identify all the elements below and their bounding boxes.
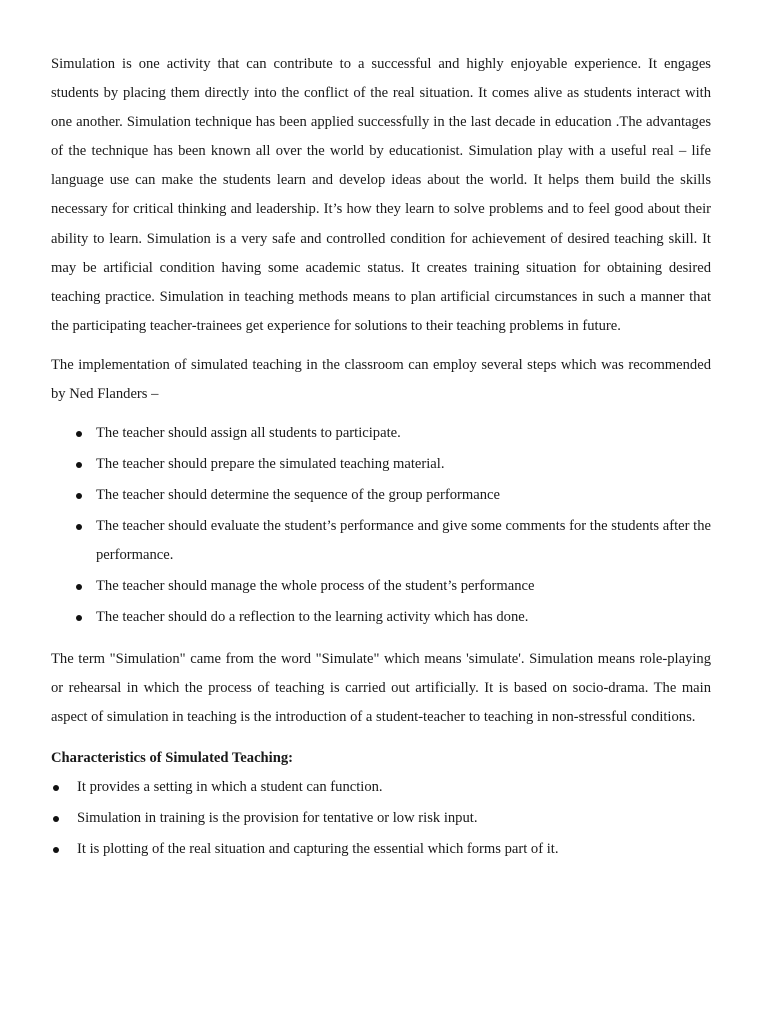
implementation-paragraph: The implementation of simulated teaching in the classroom can employ several steps which was recommended by Ned Flanders – (51, 356, 711, 403)
list-item-text: The teacher should do a reflection to the learning activity which has done. (96, 608, 529, 625)
intro-paragraph: Simulation is one activity that can contribute to a successful and highly enjoyable experience. It engages students by placing them directly into the conflict of the real situation. It comes alive as students interact with one another. Simulation technique has been applied successfully in the last decade in education .The advantages of the technique has been known all over the world by educationist. Simulation play with a useful real – life language use can make the students learn and develop ideas about the world. It helps them build the skills necessary for critical thinking and leadership. It’s how they learn to solve problems and to feel good about their ability to learn. Simulation is a very safe and controlled condition for achievement of desired teaching skill. It may be artificial condition having some academic status. It creates training situation for obtaining desired teaching practice. Simulation in teaching methods means to plan artificial circumstances in such a manner that the participating teacher-trainees get experience for solutions to their teaching problems in future. (51, 56, 711, 334)
bullet-icon (76, 431, 82, 437)
steps-list (51, 419, 711, 632)
list-item (51, 804, 711, 833)
list-item (51, 773, 711, 802)
term-paragraph: The term "Simulation" came from the word "Simulate" which means 'simulate'. Simulation means role-playing or rehearsal in which the process of teaching is carried out artificially. It is based on socio-drama. The main aspect of simulation in teaching is the introduction of a student-teacher to teaching in non-stressful conditions. (51, 650, 711, 725)
bullet-icon (53, 847, 59, 853)
list-item-text: The teacher should assign all students to participate. (96, 425, 401, 442)
list-item-text: It is plotting of the real situation and capturing the essential which forms part of it. (77, 840, 559, 857)
list-item (51, 481, 711, 510)
list-item-text: It provides a setting in which a student can function. (77, 779, 383, 796)
list-item (51, 512, 711, 570)
bullet-icon (76, 615, 82, 621)
list-item-text: The teacher should manage the whole process of the student’s performance (96, 577, 535, 594)
list-item-text: The teacher should prepare the simulated teaching material. (96, 456, 445, 473)
list-item (51, 835, 711, 864)
list-item-text: The teacher should evaluate the student’s performance and give some comments for the students after the performance. (96, 517, 711, 563)
bullet-icon (53, 785, 59, 791)
bullet-icon (76, 462, 82, 468)
bullet-icon (76, 584, 82, 590)
list-item (51, 603, 711, 632)
list-item (51, 572, 711, 601)
bullet-icon (76, 493, 82, 499)
bullet-icon (76, 524, 82, 530)
characteristics-list (51, 773, 711, 864)
list-item-text: Simulation in training is the provision for tentative or low risk input. (77, 809, 478, 826)
list-item (51, 419, 711, 448)
list-item-text: The teacher should determine the sequence of the group performance (96, 486, 500, 503)
characteristics-heading: Characteristics of Simulated Teaching: (51, 750, 294, 767)
bullet-icon (53, 816, 59, 822)
list-item (51, 450, 711, 479)
